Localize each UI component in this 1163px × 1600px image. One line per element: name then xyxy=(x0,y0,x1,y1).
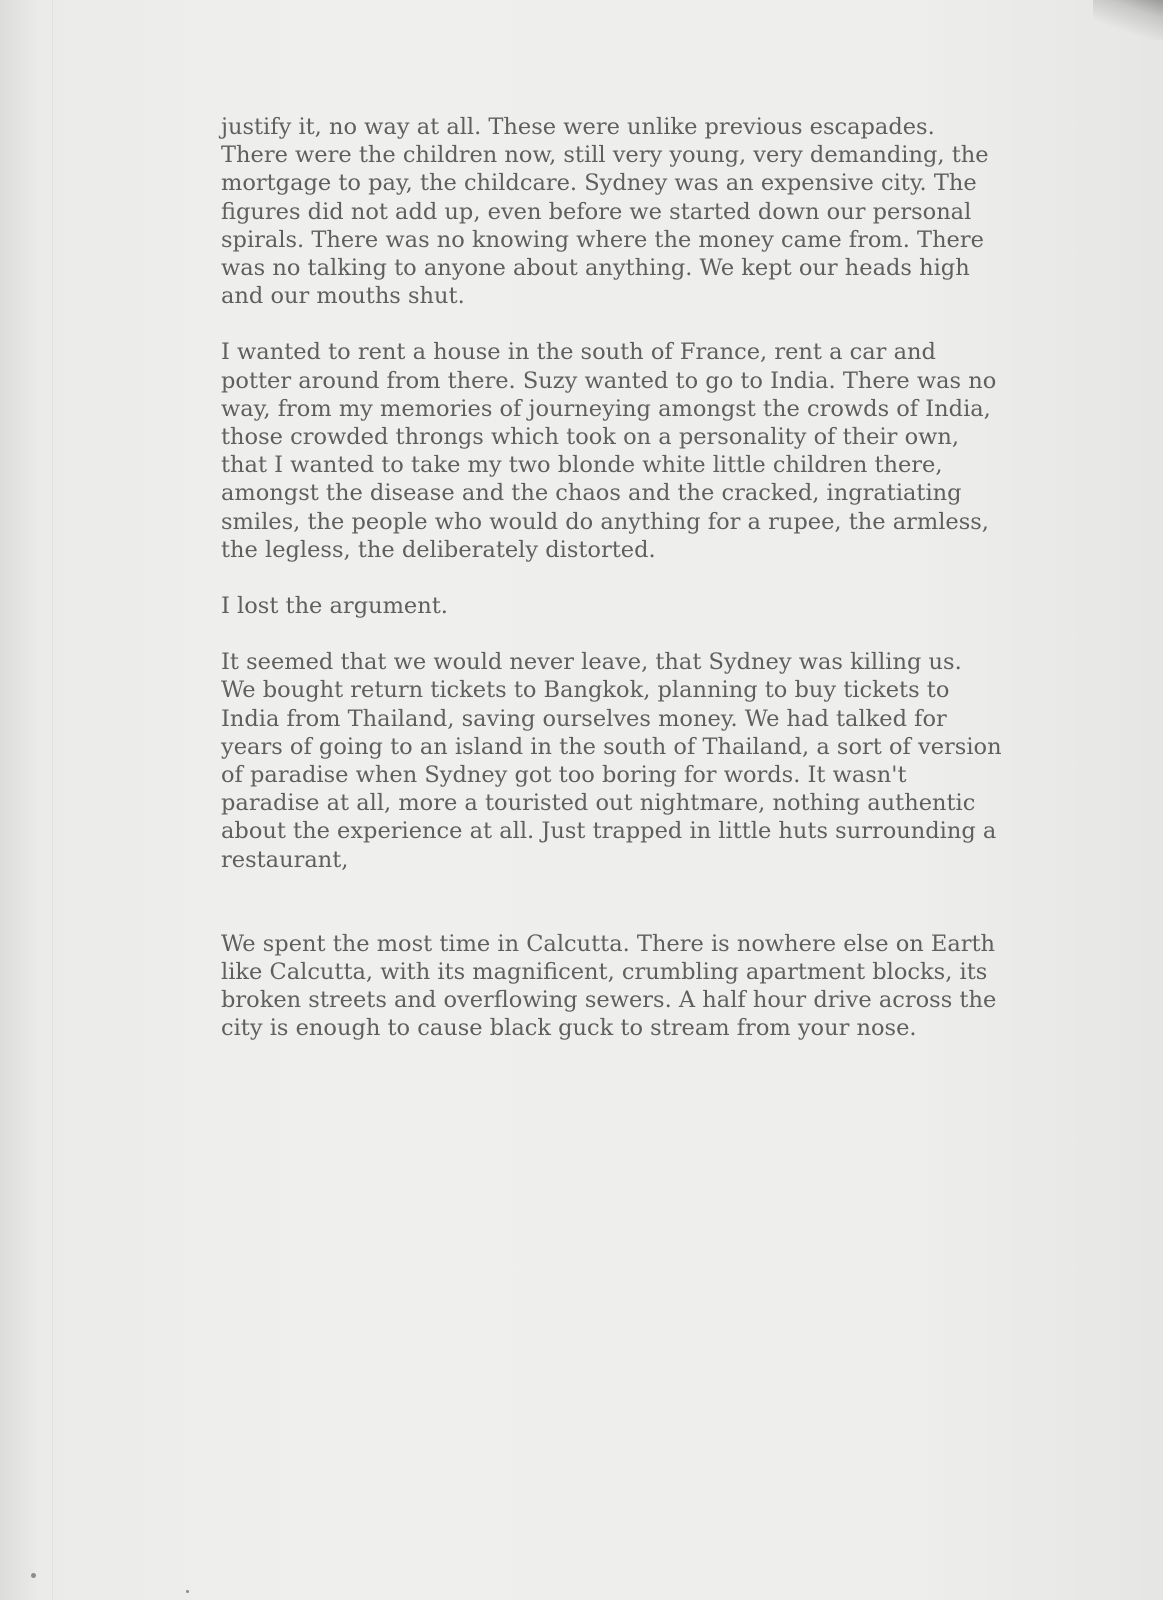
paper-corner-shadow xyxy=(1093,0,1163,40)
paragraph-1: justify it, no way at all. These were unlike previous escapades. There were the children now, still very young, very demanding, the mortgage to pay, the childcare. Sydney was an expensive city. The figures did not add up, even before we started down our personal spirals. There was no knowing where the money came from. There was no talking to anyone about anything. We kept our heads high and our mouths shut. xyxy=(221,114,989,310)
paragraph-3: I lost the argument. xyxy=(221,593,448,620)
paragraph-2: I wanted to rent a house in the south of France, rent a car and potter around from there. Suzy wanted to go to India. There was no way, from my memories of journeying amongst the crowds of India, those crowded throngs which took on a personality of their own, that I wanted to take my two blonde white little children there, amongst the disease and the chaos and the cracked, ingratiating smiles, the people who would do anything for a rupee, the armless, the legless, the deliberately distorted. xyxy=(221,339,997,563)
document-body xyxy=(221,113,1041,1043)
paragraph-5: We spent the most time in Calcutta. There is nowhere else on Earth like Calcutta, with its magnificent, crumbling apartment blocks, its broken streets and overflowing sewers. A half hour drive across the city is enough to cause black guck to stream from your nose. xyxy=(221,930,997,1042)
scan-speck xyxy=(31,1573,36,1578)
scan-speck xyxy=(186,1590,189,1593)
paragraph-4: It seemed that we would never leave, that Sydney was killing us. We bought return tickets to Bangkok, planning to buy tickets to India from Thailand, saving ourselves money. We had talked for years of going to an island in the south of Thailand, a sort of version of paradise when Sydney got too boring for words. It wasn't paradise at all, more a touristed out nightmare, nothing authentic about the experience at all. Just trapped in little huts surrounding a restaurant, xyxy=(221,649,1002,873)
paper-edge xyxy=(52,0,53,1600)
